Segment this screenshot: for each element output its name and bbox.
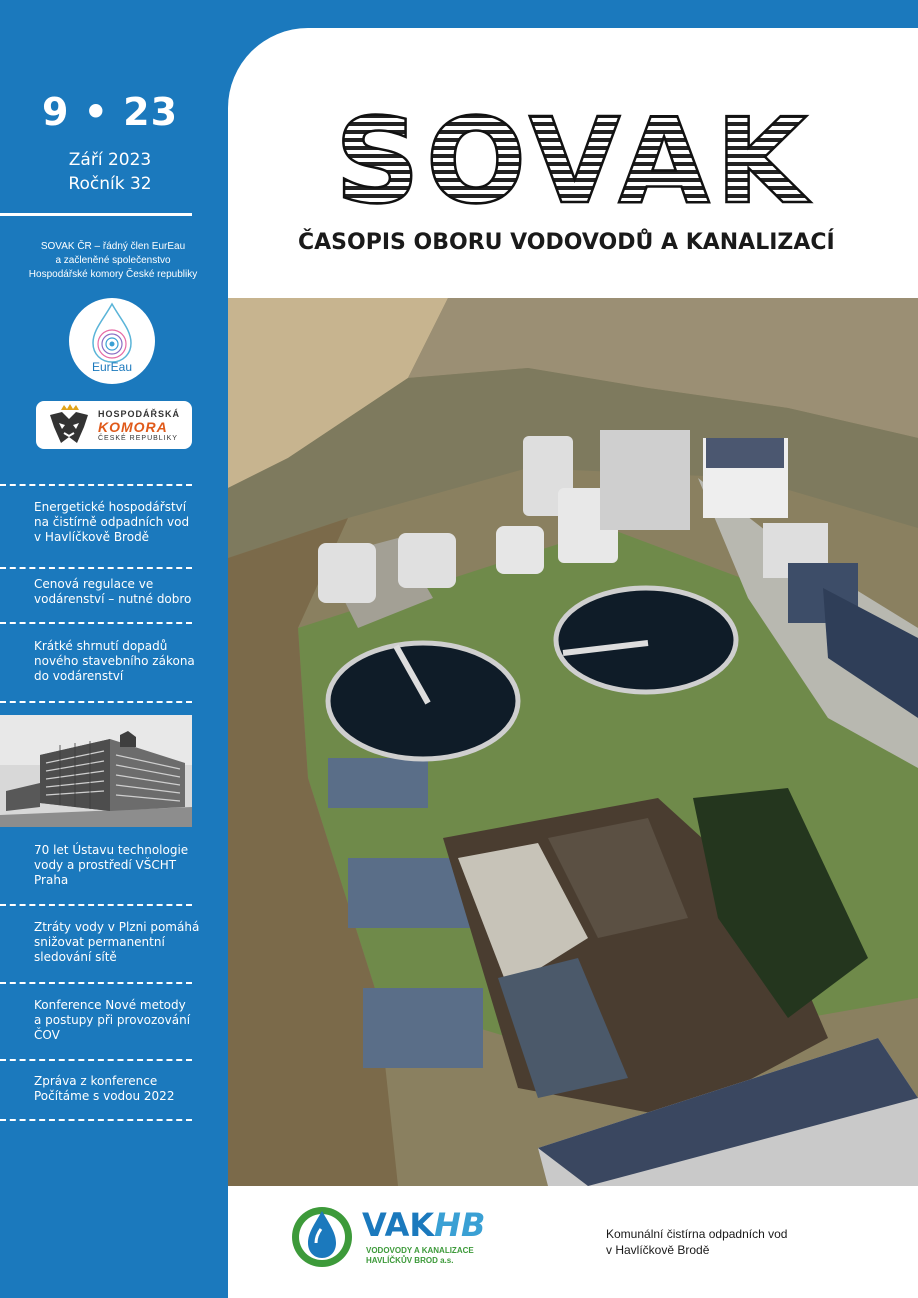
lion-icon <box>42 403 96 447</box>
sidebar <box>0 0 228 1298</box>
vakhb-logo <box>290 1203 520 1273</box>
magazine-subtitle: ČASOPIS OBORU VODOVODŮ A KANALIZACÍ <box>298 230 835 255</box>
toc-item-conference-cov[interactable]: Konference Nové metody a postupy při provozování ČOV <box>34 998 191 1042</box>
month-year: Září 2023 <box>68 150 152 170</box>
toc-item-vscht[interactable]: 70 let Ústavu technologie vody a prostředí VŠCHT Praha <box>34 843 189 887</box>
vakhb-tagline: VODOVODY A KANALIZACE HAVLÍČKŮV BROD a.s. <box>366 1246 474 1265</box>
divider <box>0 622 192 624</box>
toc-item-conference-2022[interactable]: Zpráva z konference Počítáme s vodou 2022 <box>34 1074 175 1103</box>
divider <box>0 982 192 984</box>
divider <box>0 904 192 906</box>
volume: Ročník 32 <box>68 174 152 194</box>
svg-text:SOVAK: SOVAK <box>334 92 814 230</box>
divider <box>0 567 192 569</box>
eureau-logo <box>69 298 155 384</box>
issue-number: 9 • 23 <box>41 90 179 134</box>
toc-item-price-regulation[interactable]: Cenová regulace ve vodárenství – nutné dobro <box>34 577 192 606</box>
cover-photo <box>228 298 918 1186</box>
masthead-logo <box>294 90 854 230</box>
water-drop-icon <box>290 1205 354 1269</box>
eureau-label: EurEau <box>91 360 133 374</box>
divider <box>0 701 192 703</box>
divider <box>0 1059 192 1061</box>
toc-item-building-law[interactable]: Krátké shrnutí dopadů nového stavebního zákona do vodárenství <box>34 639 195 683</box>
toc-item-energy[interactable]: Energetické hospodářství na čistírně odpadních vod v Havlíčkově Brodě <box>34 500 190 544</box>
komora-logo: HOSPODÁŘSKÁ KOMORA ČESKÉ REPUBLIKY <box>36 401 192 449</box>
membership-note: SOVAK ČR – řádný člen EurEau a začleněné společenstvo Hospodářské komory České republiky <box>28 241 198 280</box>
toc-item-plzen[interactable]: Ztráty vody v Plzni pomáhá snižovat permanentní sledování sítě <box>34 920 200 964</box>
divider <box>0 213 192 216</box>
issue-date <box>0 148 220 196</box>
vakhb-name-vak: VAK <box>362 1206 435 1244</box>
photo-caption: Komunální čistírna odpadních vod v Havlíčkově Brodě <box>606 1227 788 1257</box>
building-photo <box>0 715 192 827</box>
divider <box>0 1119 192 1121</box>
vakhb-name-hb: HB <box>434 1206 486 1244</box>
divider <box>0 484 192 486</box>
